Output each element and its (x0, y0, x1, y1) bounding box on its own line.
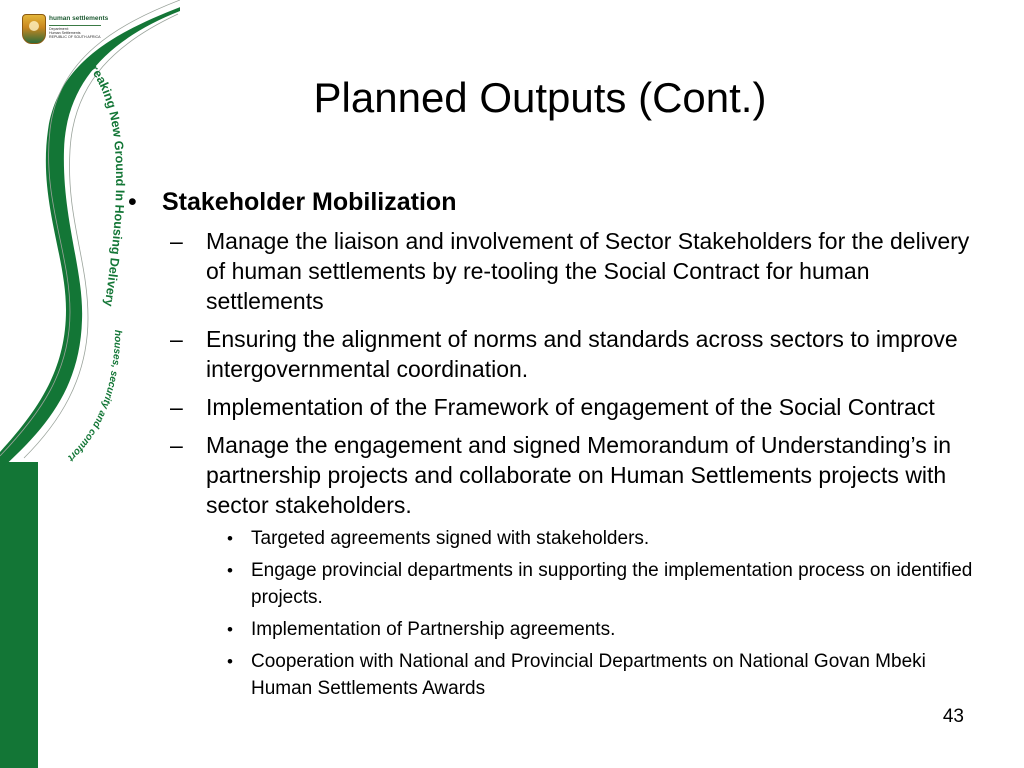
slide-title: Planned Outputs (Cont.) (313, 74, 767, 121)
bullet-icon: • (227, 652, 233, 671)
department-logo (22, 14, 109, 48)
list-item: • Implementation of Partnership agreements. (251, 616, 973, 643)
dash-icon: – (170, 228, 183, 254)
bullet-icon: • (128, 188, 137, 216)
list-item: • Targeted agreements signed with stakeholders. (251, 525, 973, 552)
bullet-icon: • (227, 561, 233, 580)
list-item: – Implementation of the Framework of engagement of the Social Contract (170, 394, 935, 420)
list-item: • Engage provincial departments in supporting the implementation process on identified projects. (251, 557, 973, 611)
tagline-text: houses, security and comfort (65, 329, 124, 463)
bullet-heading: Stakeholder Mobilization (162, 188, 457, 216)
green-stripe (0, 462, 38, 768)
logo-department-lines: Department: Human Settlements REPUBLIC OF SOUTH AFRICA (49, 27, 101, 40)
slide-body (128, 186, 973, 702)
bullet-icon: • (227, 529, 233, 548)
list-item: • Cooperation with National and Provincial Departments on National Govan Mbeki Human Settlements Awards (251, 648, 973, 702)
logo-rule (49, 25, 101, 26)
dash-icon: – (170, 394, 183, 420)
slogan-text: Breaking New Ground In Housing Delivery (81, 54, 128, 308)
dash-icon: – (170, 432, 183, 458)
dash-icon: – (170, 326, 183, 352)
logo-brand: human settlements (49, 15, 109, 22)
slide-number: 43 (942, 706, 964, 727)
level3-list (227, 525, 973, 702)
bullet-icon: • (227, 620, 233, 639)
level2-list (128, 226, 973, 520)
list-item: – Manage the liaison and involvement of Sector Stakeholders for the delivery of human settlements by re-tooling the Social Contract for human settlements (170, 228, 970, 314)
list-item: – Manage the engagement and signed Memorandum of Understanding’s in partnership projects and collaborate on Human Settlements projects with sector stakeholders. (170, 432, 952, 518)
coat-of-arms-icon (22, 14, 46, 44)
level1-bullet (128, 186, 973, 218)
list-item: – Ensuring the alignment of norms and standards across sectors to improve intergovernmental coordination. (170, 326, 958, 382)
